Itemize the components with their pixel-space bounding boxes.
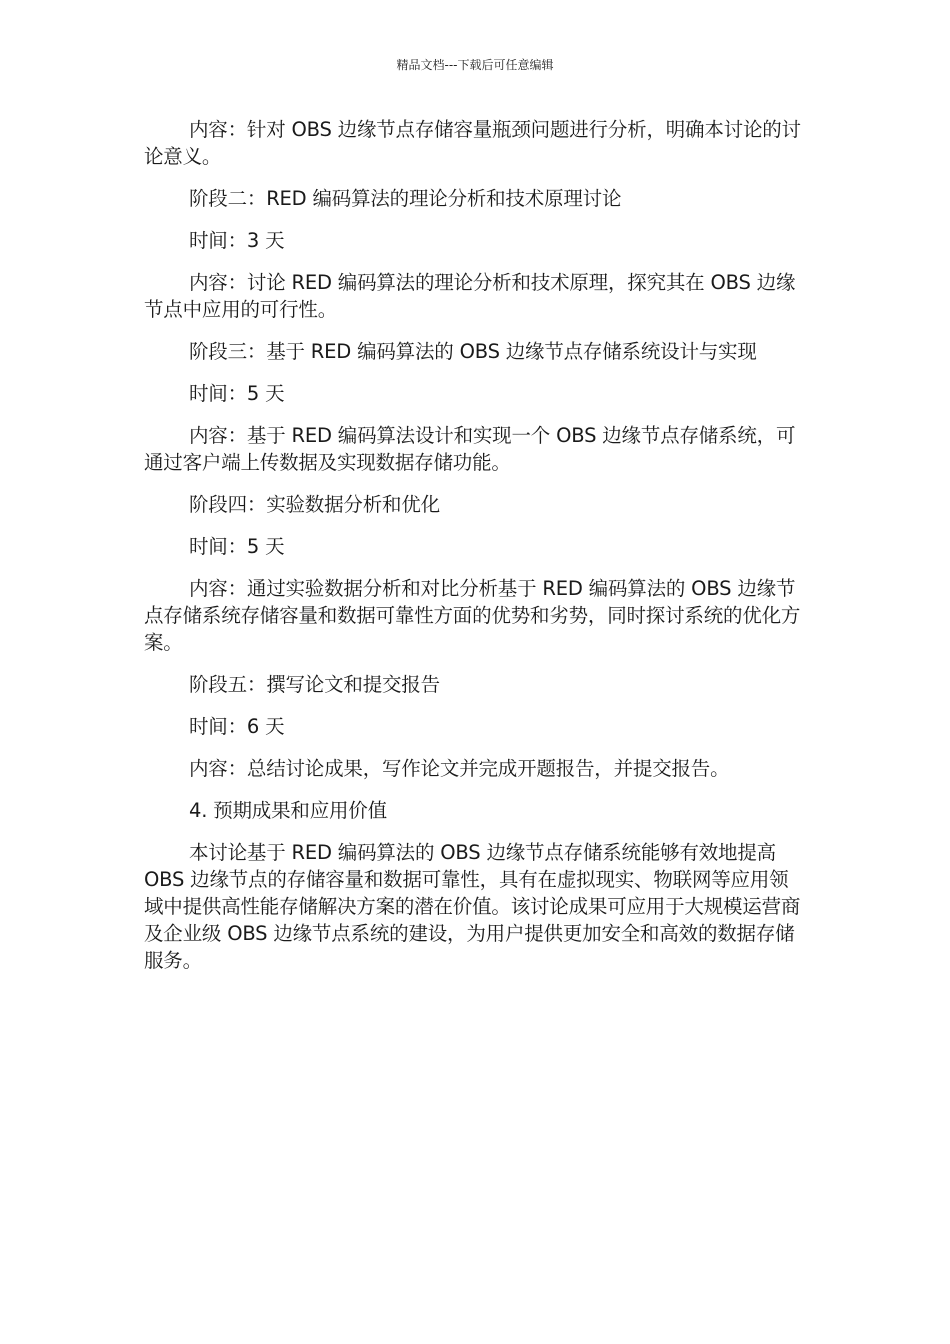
paragraph-stage-4-time: 时间：5 天 xyxy=(189,535,285,558)
paragraph-stage-2-heading: 阶段二：RED 编码算法的理论分析和技术原理讨论 xyxy=(189,187,622,210)
paragraph-stage-5-heading: 阶段五：撰写论文和提交报告 xyxy=(189,673,440,696)
paragraph-expected-results: 本讨论基于 RED 编码算法的 OBS 边缘节点存储系统能够有效地提高 OBS 边缘节点的存储容量和数据可靠性，具有在虚拟现实、物联网等应用领域中提供高性能存储解决方案的潜在价值。该讨论成果可应用于大规模运营商及企业级 OBS 边缘节点系统的建设，为用户提供更加安全和高效的数据存储服务。 xyxy=(144,841,801,972)
document-body xyxy=(144,116,806,974)
paragraph-content-1: 内容：针对 OBS 边缘节点存储容量瓶颈问题进行分析，明确本讨论的讨论意义。 xyxy=(144,118,801,168)
paragraph-stage-4-heading: 阶段四：实验数据分析和优化 xyxy=(189,493,440,516)
paragraph-stage-3-content: 内容：基于 RED 编码算法设计和实现一个 OBS 边缘节点存储系统，可通过客户端上传数据及实现数据存储功能。 xyxy=(144,424,796,474)
section-heading-expected-results: 4. 预期成果和应用价值 xyxy=(189,799,387,822)
paragraph-stage-4-content: 内容：通过实验数据分析和对比分析基于 RED 编码算法的 OBS 边缘节点存储系统存储容量和数据可靠性方面的优势和劣势，同时探讨系统的优化方案。 xyxy=(144,577,801,654)
paragraph-stage-3-time: 时间：5 天 xyxy=(189,382,285,405)
page-header: 精品文档---下载后可任意编辑 xyxy=(396,58,554,72)
paragraph-stage-2-content: 内容：讨论 RED 编码算法的理论分析和技术原理，探究其在 OBS 边缘节点中应用的可行性。 xyxy=(144,271,796,321)
paragraph-stage-5-time: 时间：6 天 xyxy=(189,715,285,738)
paragraph-stage-5-content: 内容：总结讨论成果，写作论文并完成开题报告，并提交报告。 xyxy=(189,757,730,780)
paragraph-stage-3-heading: 阶段三：基于 RED 编码算法的 OBS 边缘节点存储系统设计与实现 xyxy=(189,340,757,363)
paragraph-stage-2-time: 时间：3 天 xyxy=(189,229,285,252)
